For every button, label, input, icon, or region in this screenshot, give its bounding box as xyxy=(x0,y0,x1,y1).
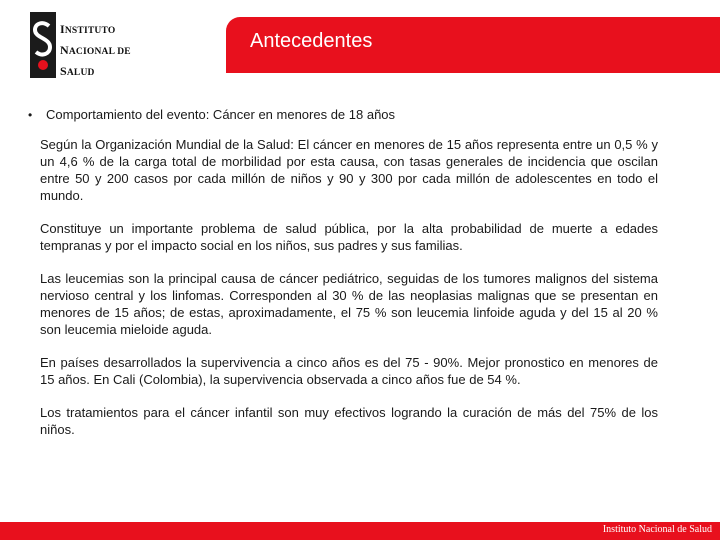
paragraph-leukemias: Las leucemias son la principal causa de cáncer pediátrico, seguidas de los tumores malignos del sistema nervioso central y los linfomas. Corresponden al 30 % de las neoplasias malignas que se presentan en menores de 15 años; de estas, aproximadamente, el 75 % son leucemia linfoide aguda y del 15 al 20 % son leucemia mieloide aguda. xyxy=(40,271,658,337)
slide-title: Antecedentes xyxy=(250,30,373,52)
paragraph-public-health: Constituye un importante problema de salud pública, por la alta probabilidad de muerte a edades tempranas y por el impacto social en los niños, sus padres y sus familias. xyxy=(40,221,658,253)
paragraph-survival: En países desarrollados la supervivencia a cinco años es del 75 - 90%. Mejor pronostico en menores de 15 años. En Cali (Colombia), la supervivencia observada a cinco años fue de 54 %. xyxy=(40,355,658,387)
paragraph-treatments: Los tratamientos para el cáncer infantil son muy efectivos logrando la curación de más del 75% de los niños. xyxy=(40,405,658,437)
bullet-dot-icon: • xyxy=(28,108,33,122)
slide-content xyxy=(28,106,658,454)
bullet-item xyxy=(28,106,658,124)
footer-text: Instituto Nacional de Salud xyxy=(602,524,712,535)
ins-logo xyxy=(30,8,190,80)
bullet-heading: Comportamiento del evento: Cáncer en menores de 18 años xyxy=(46,107,396,122)
footer-bar xyxy=(0,522,720,540)
ins-logo-mark-icon xyxy=(30,12,56,78)
paragraph-oms: Según la Organización Mundial de la Salud: El cáncer en menores de 15 años representa entre un 0,5 % y un 4,6 % de la carga total de morbilidad por esta causa, con tasas generales de incidencia que oscilan entre 50 y 200 casos por cada millón de niños y 90 y 300 por cada millón de adolescentes en todo el mundo. xyxy=(40,137,658,203)
ins-logo-text: INSTITUTO NACIONAL DE SALUD xyxy=(60,22,131,78)
